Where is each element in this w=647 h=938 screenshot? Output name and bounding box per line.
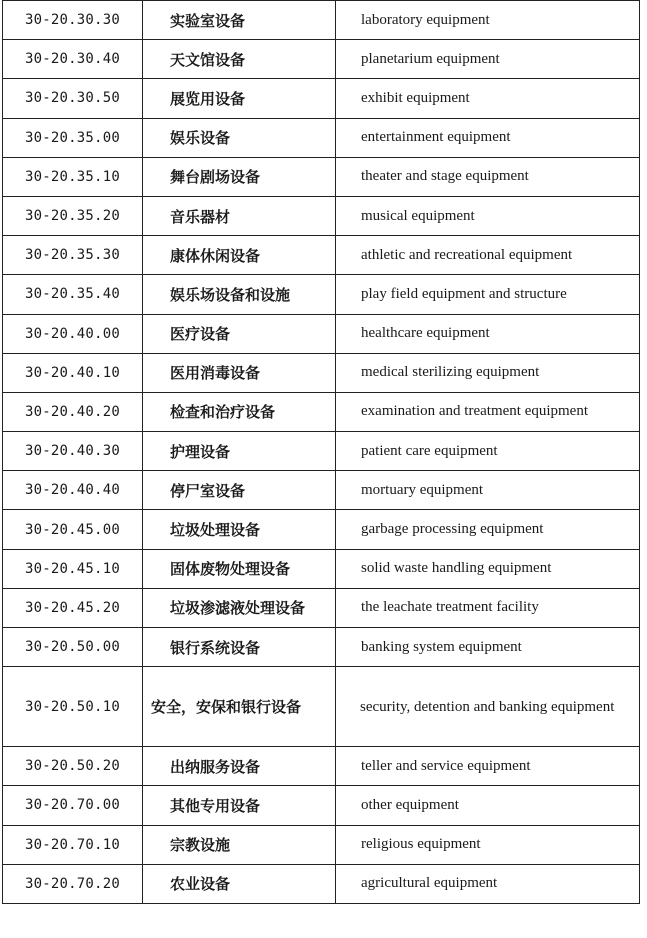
table-row (3, 864, 640, 903)
chinese-term-cell: 固体废物处理设备 (143, 549, 336, 588)
code-cell: 30-20.30.40 (3, 40, 143, 79)
code-cell: 30-20.40.20 (3, 392, 143, 431)
chinese-term-cell: 宗教设施 (143, 825, 336, 864)
chinese-term-cell: 天文馆设备 (143, 40, 336, 79)
code-cell: 30-20.40.10 (3, 353, 143, 392)
table-row (3, 510, 640, 549)
english-term-cell: examination and treatment equipment (336, 392, 640, 431)
english-term-cell: teller and service equipment (336, 747, 640, 786)
english-term-cell: other equipment (336, 786, 640, 825)
chinese-term-cell: 康体休闲设备 (143, 236, 336, 275)
table-row (3, 549, 640, 588)
english-term-cell: religious equipment (336, 825, 640, 864)
english-term-cell: theater and stage equipment (336, 157, 640, 196)
chinese-term-cell: 停尸室设备 (143, 471, 336, 510)
table-row (3, 79, 640, 118)
table-row (3, 588, 640, 627)
english-term-cell: solid waste handling equipment (336, 549, 640, 588)
english-term-cell: banking system equipment (336, 628, 640, 667)
table-row (3, 1, 640, 40)
chinese-term-cell: 安全，安保和银行设备 (143, 667, 336, 747)
code-cell: 30-20.70.20 (3, 864, 143, 903)
chinese-term-cell: 娱乐设备 (143, 118, 336, 157)
english-term-cell: athletic and recreational equipment (336, 236, 640, 275)
code-cell: 30-20.50.20 (3, 747, 143, 786)
code-cell: 30-20.70.00 (3, 786, 143, 825)
chinese-term-cell: 检查和治疗设备 (143, 392, 336, 431)
table-row (3, 275, 640, 314)
chinese-term-cell: 垃圾处理设备 (143, 510, 336, 549)
code-cell: 30-20.50.00 (3, 628, 143, 667)
chinese-term-cell: 娱乐场设备和设施 (143, 275, 336, 314)
code-cell: 30-20.40.30 (3, 432, 143, 471)
table-row (3, 236, 640, 275)
table-row (3, 786, 640, 825)
english-term-cell: play field equipment and structure (336, 275, 640, 314)
english-term-cell: exhibit equipment (336, 79, 640, 118)
classification-table (2, 0, 640, 904)
chinese-term-cell: 出纳服务设备 (143, 747, 336, 786)
table-row (3, 314, 640, 353)
table-row (3, 747, 640, 786)
english-term-cell: mortuary equipment (336, 471, 640, 510)
code-cell: 30-20.40.40 (3, 471, 143, 510)
code-cell: 30-20.40.00 (3, 314, 143, 353)
code-cell: 30-20.35.40 (3, 275, 143, 314)
chinese-term-cell: 护理设备 (143, 432, 336, 471)
english-term-cell: entertainment equipment (336, 118, 640, 157)
english-term-cell: patient care equipment (336, 432, 640, 471)
table-row (3, 157, 640, 196)
table-row (3, 825, 640, 864)
english-term-cell: laboratory equipment (336, 1, 640, 40)
table-row (3, 196, 640, 235)
table-row (3, 40, 640, 79)
chinese-term-cell: 展览用设备 (143, 79, 336, 118)
table-row (3, 118, 640, 157)
table-row (3, 628, 640, 667)
code-cell: 30-20.35.20 (3, 196, 143, 235)
chinese-term-cell: 垃圾渗滤液处理设备 (143, 588, 336, 627)
english-term-cell: planetarium equipment (336, 40, 640, 79)
english-term-cell: the leachate treatment facility (336, 588, 640, 627)
chinese-term-cell: 医疗设备 (143, 314, 336, 353)
table-row (3, 353, 640, 392)
code-cell: 30-20.45.10 (3, 549, 143, 588)
english-term-cell: security, detention and banking equipment (336, 667, 640, 747)
english-term-cell: medical sterilizing equipment (336, 353, 640, 392)
chinese-term-cell: 其他专用设备 (143, 786, 336, 825)
english-term-cell: healthcare equipment (336, 314, 640, 353)
table-row (3, 667, 640, 747)
english-term-cell: garbage processing equipment (336, 510, 640, 549)
chinese-term-cell: 实验室设备 (143, 1, 336, 40)
chinese-term-cell: 音乐器材 (143, 196, 336, 235)
english-term-cell: musical equipment (336, 196, 640, 235)
table-row (3, 392, 640, 431)
code-cell: 30-20.35.00 (3, 118, 143, 157)
code-cell: 30-20.45.00 (3, 510, 143, 549)
code-cell: 30-20.35.30 (3, 236, 143, 275)
chinese-term-cell: 农业设备 (143, 864, 336, 903)
code-cell: 30-20.50.10 (3, 667, 143, 747)
table-row (3, 432, 640, 471)
code-cell: 30-20.45.20 (3, 588, 143, 627)
code-cell: 30-20.30.50 (3, 79, 143, 118)
code-cell: 30-20.30.30 (3, 1, 143, 40)
chinese-term-cell: 舞台剧场设备 (143, 157, 336, 196)
code-cell: 30-20.35.10 (3, 157, 143, 196)
chinese-term-cell: 银行系统设备 (143, 628, 336, 667)
chinese-term-cell: 医用消毒设备 (143, 353, 336, 392)
code-cell: 30-20.70.10 (3, 825, 143, 864)
table-row (3, 471, 640, 510)
english-term-cell: agricultural equipment (336, 864, 640, 903)
